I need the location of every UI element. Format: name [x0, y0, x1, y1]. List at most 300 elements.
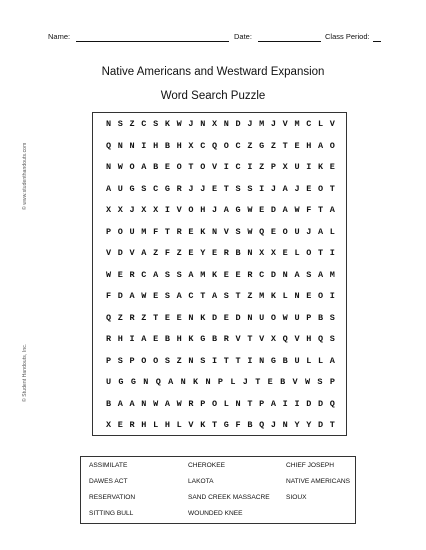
grid-letter: V — [282, 119, 288, 129]
grid-letter: V — [329, 119, 335, 129]
grid-letter: T — [247, 398, 253, 409]
grid-letter: S — [247, 183, 253, 194]
grid-letter: A — [117, 398, 123, 409]
grid-letter: X — [141, 205, 147, 215]
grid-row — [103, 377, 338, 387]
grid-letter: C — [235, 162, 241, 172]
grid-letter: C — [141, 119, 147, 129]
grid-letter: T — [255, 377, 261, 387]
date-label: Date: — [234, 32, 252, 41]
grid-letter: T — [211, 420, 218, 430]
grid-letter: X — [105, 420, 112, 430]
name-label: Name: — [48, 32, 71, 41]
grid-letter: L — [176, 420, 182, 430]
grid-letter: A — [168, 377, 174, 387]
grid-letter: A — [294, 269, 300, 280]
grid-letter: Z — [153, 248, 159, 258]
grid-letter: W — [153, 398, 159, 409]
grid-letter: F — [105, 291, 112, 301]
grid-letter: D — [318, 398, 324, 409]
grid-letter: K — [211, 269, 218, 280]
grid-letter: W — [294, 205, 300, 215]
grid-letter: D — [306, 398, 312, 409]
grid-letter: Q — [318, 334, 324, 344]
grid-letter: E — [188, 226, 194, 237]
grid-letter: D — [270, 269, 276, 280]
grid-letter: W — [247, 205, 253, 215]
grid-letter: N — [247, 248, 253, 258]
grid-letter: K — [200, 420, 206, 430]
grid-letter: U — [105, 377, 112, 387]
grid-letter: I — [247, 162, 253, 172]
grid-letter: M — [141, 226, 147, 237]
grid-letter: A — [318, 269, 324, 280]
grid-row — [103, 184, 338, 194]
grid-letter: W — [176, 398, 182, 409]
word-bank-item: DAWES ACT — [89, 478, 128, 485]
grid-letter: T — [329, 420, 335, 430]
grid-letter: O — [223, 140, 229, 151]
grid-letter: N — [105, 119, 112, 129]
grid-letter: R — [129, 312, 135, 323]
grid-letter: Q — [105, 140, 112, 151]
grid-letter: A — [270, 398, 276, 409]
grid-letter: S — [223, 291, 229, 301]
grid-letter: L — [230, 377, 236, 387]
grid-letter: Q — [259, 226, 265, 237]
grid-letter: S — [164, 269, 170, 280]
grid-letter: S — [235, 183, 241, 194]
grid-letter: Q — [105, 312, 112, 323]
grid-letter: C — [306, 119, 312, 129]
grid-row — [103, 119, 338, 129]
grid-row — [103, 248, 338, 258]
grid-letter: O — [211, 398, 218, 409]
grid-letter: L — [329, 226, 335, 237]
grid-letter: E — [176, 312, 182, 323]
word-bank-item: NATIVE AMERICANS — [286, 478, 350, 485]
grid-letter: B — [164, 334, 170, 344]
grid-letter: K — [318, 162, 324, 172]
grid-letter: O — [117, 226, 123, 237]
grid-letter: E — [153, 334, 159, 344]
grid-letter: E — [117, 269, 123, 280]
grid-letter: I — [306, 162, 312, 172]
grid-letter: W — [117, 162, 123, 172]
grid-letter: C — [153, 183, 159, 194]
word-bank-item: LAKOTA — [188, 478, 214, 485]
grid-letter: Z — [270, 140, 276, 151]
grid-letter: N — [205, 377, 211, 387]
grid-letter: Z — [247, 140, 253, 151]
grid-letter: U — [294, 355, 300, 366]
grid-letter: S — [235, 226, 241, 237]
grid-letter: B — [318, 312, 324, 323]
grid-letter: K — [270, 291, 276, 301]
grid-letter: U — [294, 312, 300, 323]
grid-letter: W — [247, 226, 253, 237]
grid-letter: S — [329, 312, 335, 323]
grid-letter: M — [259, 119, 265, 129]
grid-letter: B — [247, 420, 253, 430]
grid-letter: X — [117, 205, 123, 215]
grid-letter: T — [153, 312, 159, 323]
grid-letter: L — [223, 398, 229, 409]
grid-letter: Q — [259, 420, 265, 430]
grid-letter: X — [282, 162, 288, 172]
grid-letter: N — [223, 119, 229, 129]
grid-letter: K — [164, 119, 170, 129]
grid-letter: E — [306, 183, 312, 194]
grid-letter: W — [141, 291, 147, 301]
grid-letter: V — [259, 334, 265, 344]
grid-letter: D — [318, 420, 324, 430]
grid-letter: S — [329, 334, 335, 344]
word-bank-item: SAND CREEK MASSACRE — [188, 494, 270, 501]
grid-letter: X — [211, 119, 218, 129]
grid-row — [103, 420, 338, 430]
grid-letter: A — [223, 205, 229, 215]
grid-letter: E — [282, 248, 288, 258]
grid-letter: E — [267, 377, 273, 387]
grid-letter: E — [188, 248, 194, 258]
grid-letter: N — [180, 377, 186, 387]
grid-letter: N — [294, 291, 300, 301]
grid-letter: H — [164, 420, 170, 430]
grid-letter: O — [129, 162, 135, 172]
grid-row — [103, 205, 338, 215]
word-bank-item: ASSIMILATE — [89, 462, 128, 469]
grid-letter: K — [200, 312, 206, 323]
grid-letter: M — [329, 269, 335, 280]
grid-letter: P — [105, 226, 112, 237]
grid-letter: I — [294, 398, 300, 409]
grid-letter: I — [259, 183, 265, 194]
grid-row — [103, 334, 338, 344]
grid-letter: V — [211, 162, 218, 172]
grid-letter: T — [329, 183, 335, 194]
grid-letter: Z — [176, 248, 182, 258]
grid-letter: Z — [129, 119, 135, 129]
grid-letter: Z — [141, 312, 147, 323]
grid-letter: G — [223, 420, 229, 430]
class-period-label: Class Period: — [325, 32, 370, 41]
grid-letter: U — [294, 162, 300, 172]
grid-letter: A — [318, 140, 324, 151]
grid-letter: S — [164, 291, 170, 301]
grid-row — [103, 313, 338, 323]
grid-letter: E — [117, 420, 123, 430]
grid-letter: C — [235, 140, 241, 151]
grid-letter: U — [294, 226, 300, 237]
grid-letter: R — [129, 269, 135, 280]
grid-letter: N — [143, 377, 149, 387]
grid-letter: G — [164, 183, 170, 194]
grid-letter: R — [176, 183, 182, 194]
grid-letter: A — [188, 269, 194, 280]
grid-letter: T — [235, 291, 241, 301]
grid-letter: H — [200, 205, 206, 215]
grid-letter: T — [223, 183, 229, 194]
grid-letter: A — [318, 226, 324, 237]
word-bank-item: RESERVATION — [89, 494, 136, 501]
grid-letter: P — [129, 355, 135, 366]
grid-letter: N — [141, 398, 147, 409]
grid-letter: Y — [306, 420, 312, 430]
grid-letter: E — [235, 269, 241, 280]
grid-letter: A — [176, 291, 182, 301]
grid-letter: P — [200, 398, 206, 409]
word-bank-item: CHEROKEE — [188, 462, 226, 469]
grid-letter: R — [176, 226, 182, 237]
grid-letter: G — [235, 205, 241, 215]
grid-letter: O — [153, 355, 159, 366]
grid-letter: C — [200, 140, 206, 151]
grid-letter: Y — [200, 248, 206, 258]
grid-letter: A — [141, 334, 147, 344]
grid-letter: I — [211, 355, 218, 366]
grid-letter: O — [329, 140, 335, 151]
grid-letter: J — [294, 183, 300, 194]
grid-row — [103, 399, 338, 409]
grid-letter: I — [247, 355, 253, 366]
grid-letter: J — [270, 119, 276, 129]
grid-letter: F — [235, 420, 241, 430]
grid-letter: H — [141, 420, 147, 430]
grid-letter: X — [270, 334, 276, 344]
grid-letter: P — [259, 398, 265, 409]
grid-letter: Y — [294, 420, 300, 430]
grid-letter: I — [129, 334, 135, 344]
grid-letter: S — [141, 183, 147, 194]
grid-letter: L — [318, 119, 324, 129]
grid-letter: V — [129, 248, 135, 258]
grid-letter: X — [270, 248, 276, 258]
grid-letter: B — [280, 377, 286, 387]
grid-letter: N — [117, 140, 123, 151]
grid-letter: A — [282, 183, 288, 194]
grid-letter: G — [129, 183, 135, 194]
grid-letter: Z — [259, 162, 265, 172]
grid-letter: E — [153, 291, 159, 301]
date-field[interactable] — [258, 41, 321, 42]
grid-letter: M — [200, 269, 206, 280]
grid-letter: C — [141, 269, 147, 280]
grid-letter: N — [282, 269, 288, 280]
grid-letter: E — [223, 312, 229, 323]
grid-letter: O — [270, 312, 276, 323]
grid-letter: A — [129, 291, 135, 301]
grid-letter: R — [247, 269, 253, 280]
grid-letter: H — [306, 140, 312, 151]
grid-letter: A — [141, 248, 147, 258]
grid-letter: T — [200, 291, 206, 301]
grid-letter: S — [317, 377, 323, 387]
grid-letter: S — [200, 355, 206, 366]
grid-letter: D — [270, 205, 276, 215]
grid-letter: I — [164, 205, 170, 215]
grid-letter: J — [200, 183, 206, 194]
grid-letter: N — [247, 312, 253, 323]
grid-letter: R — [188, 398, 194, 409]
grid-letter: O — [282, 226, 288, 237]
grid-letter: V — [294, 334, 300, 344]
grid-letter: J — [247, 119, 253, 129]
grid-letter: I — [141, 140, 147, 151]
grid-letter: E — [294, 140, 300, 151]
grid-letter: J — [129, 205, 135, 215]
grid-letter: B — [282, 355, 288, 366]
grid-letter: M — [294, 119, 300, 129]
grid-letter: E — [270, 226, 276, 237]
grid-letter: P — [105, 355, 112, 366]
grid-letter: C — [188, 291, 194, 301]
grid-letter: G — [270, 355, 276, 366]
name-date-header — [0, 32, 426, 46]
grid-letter: S — [117, 355, 123, 366]
grid-letter: A — [129, 398, 135, 409]
grid-letter: I — [223, 162, 229, 172]
grid-letter: N — [282, 420, 288, 430]
grid-letter: T — [318, 205, 324, 215]
grid-letter: V — [235, 334, 241, 344]
grid-letter: I — [329, 248, 335, 258]
grid-letter: B — [105, 398, 112, 409]
grid-letter: K — [193, 377, 199, 387]
grid-letter: X — [188, 140, 194, 151]
word-bank-item: SIOUX — [286, 494, 307, 501]
grid-letter: Q — [282, 334, 288, 344]
grid-letter: A — [105, 183, 112, 194]
grid-letter: A — [153, 269, 159, 280]
grid-letter: N — [235, 398, 241, 409]
grid-letter: B — [235, 248, 241, 258]
grid-letter: X — [153, 205, 159, 215]
grid-letter: T — [223, 355, 229, 366]
grid-letter: P — [270, 162, 276, 172]
grid-letter: R — [223, 334, 229, 344]
grid-letter: Q — [329, 398, 335, 409]
grid-letter: B — [164, 140, 170, 151]
grid-letter: F — [306, 205, 312, 215]
grid-letter: S — [306, 269, 312, 280]
grid-letter: V — [292, 377, 298, 387]
side-copyright-top: © www.studenthandouts.com — [22, 142, 28, 210]
grid-letter: V — [105, 248, 112, 258]
grid-letter: A — [329, 205, 335, 215]
word-bank-item: WOUNDED KNEE — [188, 510, 243, 517]
grid-letter: T — [318, 248, 324, 258]
grid-letter: A — [141, 162, 147, 172]
grid-letter: T — [188, 162, 194, 172]
grid-letter: H — [176, 334, 182, 344]
class-period-field[interactable] — [373, 41, 381, 42]
grid-letter: G — [118, 377, 124, 387]
grid-letter: C — [259, 269, 265, 280]
grid-row — [103, 141, 338, 151]
grid-row — [103, 270, 338, 280]
grid-letter: E — [164, 162, 170, 172]
grid-letter: A — [211, 291, 218, 301]
grid-row — [103, 291, 338, 301]
grid-letter: A — [282, 205, 288, 215]
grid-letter: D — [117, 291, 123, 301]
grid-row — [103, 227, 338, 237]
grid-letter: J — [188, 183, 194, 194]
grid-letter: S — [117, 119, 123, 129]
grid-letter: O — [306, 248, 312, 258]
grid-letter: U — [117, 183, 123, 194]
grid-letter: J — [242, 377, 248, 387]
grid-letter: W — [105, 269, 112, 280]
grid-letter: Q — [155, 377, 161, 387]
grid-letter: E — [164, 312, 170, 323]
grid-letter: Z — [176, 355, 182, 366]
grid-letter: A — [329, 355, 335, 366]
grid-letter: L — [282, 291, 288, 301]
grid-letter: T — [235, 355, 241, 366]
grid-letter: D — [211, 312, 218, 323]
grid-letter: N — [200, 119, 206, 129]
word-bank-item: CHIEF JOSEPH — [286, 462, 334, 469]
grid-letter: W — [282, 312, 288, 323]
grid-letter: O — [188, 205, 194, 215]
grid-letter: W — [176, 119, 182, 129]
grid-letter: N — [188, 312, 194, 323]
grid-letter: E — [211, 248, 218, 258]
grid-letter: I — [329, 291, 335, 301]
name-field[interactable] — [76, 41, 229, 42]
grid-letter: G — [259, 140, 265, 151]
grid-letter: R — [105, 334, 112, 344]
grid-letter: Z — [117, 312, 123, 323]
grid-letter: X — [259, 248, 265, 258]
grid-letter: V — [176, 205, 182, 215]
side-copyright-bottom: © Student Handouts, Inc. — [22, 343, 28, 402]
grid-letter: R — [129, 420, 135, 430]
grid-letter: M — [259, 291, 265, 301]
grid-letter: N — [211, 226, 218, 237]
grid-letter: J — [211, 205, 218, 215]
grid-letter: U — [259, 312, 265, 323]
grid-letter: V — [223, 226, 229, 237]
page-title: Native Americans and Westward Expansion — [101, 66, 325, 78]
grid-letter: E — [259, 205, 265, 215]
grid-letter: U — [129, 226, 135, 237]
word-bank — [80, 456, 356, 524]
grid-letter: D — [235, 119, 241, 129]
grid-letter: K — [188, 334, 194, 344]
grid-letter: B — [153, 162, 159, 172]
grid-letter: P — [217, 377, 223, 387]
page-subtitle: Word Search Puzzle — [160, 90, 266, 102]
grid-letter: N — [105, 162, 112, 172]
grid-letter: F — [153, 226, 159, 237]
grid-letter: N — [259, 355, 265, 366]
grid-letter: H — [176, 140, 182, 151]
grid-letter: O — [318, 291, 324, 301]
grid-letter: N — [129, 140, 135, 151]
grid-letter: D — [117, 248, 123, 258]
grid-letter: Q — [211, 140, 218, 151]
grid-letter: J — [270, 420, 276, 430]
grid-letter: T — [282, 140, 288, 151]
grid-row — [103, 356, 338, 366]
grid-letter: O — [200, 162, 206, 172]
grid-letter: G — [200, 334, 206, 344]
grid-letter: T — [164, 226, 170, 237]
grid-letter: L — [318, 355, 324, 366]
